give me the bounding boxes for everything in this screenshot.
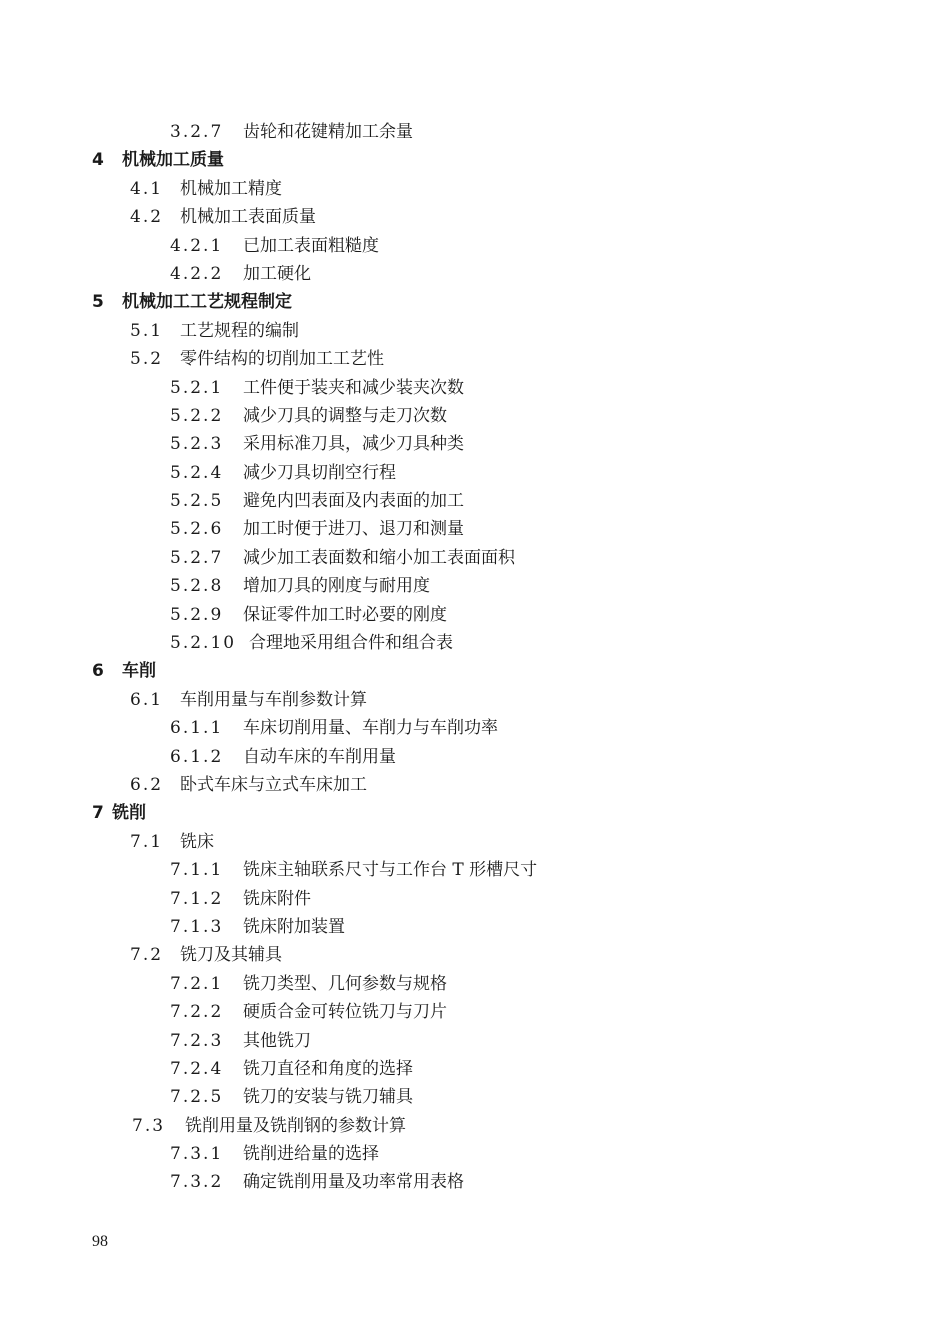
entry-title: 铣床附加装置 <box>243 916 345 937</box>
toc-entry <box>0 515 950 543</box>
toc-chapter <box>0 288 950 316</box>
entry-title: 其他铣刀 <box>243 1030 311 1051</box>
entry-title: 确定铣削用量及功率常用表格 <box>243 1172 464 1193</box>
entry-number: 5.2.10 <box>170 633 237 654</box>
toc-entry <box>0 714 950 742</box>
entry-number: 5.2.2 <box>170 405 224 426</box>
entry-number: 7.1.2 <box>170 888 224 909</box>
entry-title: 保证零件加工时必要的刚度 <box>243 604 447 625</box>
toc-entry <box>0 856 950 884</box>
section-title: 铣刀及其辅具 <box>180 945 282 966</box>
entry-title: 硬质合金可转位铣刀与刀片 <box>243 1002 447 1023</box>
entry-title: 工件便于装夹和减少装夹次数 <box>243 377 464 398</box>
toc-entry <box>0 743 950 771</box>
entry-number: 7.3.2 <box>170 1172 224 1193</box>
toc-chapter <box>0 657 950 685</box>
entry-number: 5.2.3 <box>170 434 224 455</box>
section-title: 机械加工表面质量 <box>180 207 316 228</box>
entry-number: 7.2.2 <box>170 1002 224 1023</box>
toc-section <box>0 203 950 231</box>
entry-title: 车床切削用量、车削力与车削功率 <box>243 718 498 739</box>
toc-chapter <box>0 799 950 827</box>
chapter-title: 铣削 <box>112 803 146 824</box>
entry-number: 5.2.7 <box>170 547 224 568</box>
entry-title: 增加刀具的刚度与耐用度 <box>243 576 430 597</box>
toc-entry <box>0 1027 950 1055</box>
entry-number: 7.2.1 <box>170 973 224 994</box>
entry-number: 7.1.3 <box>170 916 224 937</box>
entry-number: 5.2.6 <box>170 519 224 540</box>
entry-title: 减少加工表面数和缩小加工表面面积 <box>243 547 515 568</box>
section-number: 7.3 <box>132 1115 166 1136</box>
toc-entry <box>0 402 950 430</box>
toc-entry <box>0 1168 950 1196</box>
entry-number: 7.1.1 <box>170 860 224 881</box>
section-title: 卧式车床与立式车床加工 <box>180 774 367 795</box>
entry-title: 合理地采用组合件和组合表 <box>249 633 453 654</box>
toc-entry <box>0 885 950 913</box>
chapter-number: 6 <box>92 661 104 682</box>
section-title: 机械加工精度 <box>180 178 282 199</box>
entry-title: 加工硬化 <box>243 263 311 284</box>
entry-number: 7.2.5 <box>170 1087 224 1108</box>
toc-entry <box>0 970 950 998</box>
entry-title: 铣刀直径和角度的选择 <box>243 1058 413 1079</box>
toc-section <box>0 175 950 203</box>
toc-entry <box>0 430 950 458</box>
entry-number: 7.2.3 <box>170 1030 224 1051</box>
toc-entry <box>0 232 950 260</box>
toc-entry <box>0 459 950 487</box>
entry-title: 铣床主轴联系尺寸与工作台 T 形槽尺寸 <box>243 860 538 881</box>
section-title: 铣床 <box>180 831 214 852</box>
toc-entry <box>0 1055 950 1083</box>
toc-entry <box>0 572 950 600</box>
entry-title: 铣削进给量的选择 <box>243 1144 379 1165</box>
entry-title: 自动车床的车削用量 <box>243 746 396 767</box>
toc-entry <box>0 1083 950 1111</box>
toc-entry <box>0 1140 950 1168</box>
toc-entry <box>0 487 950 515</box>
chapter-number: 5 <box>92 292 104 313</box>
entry-number: 5.2.8 <box>170 576 224 597</box>
entry-title: 加工时便于进刀、退刀和测量 <box>243 519 464 540</box>
entry-title: 铣刀的安装与铣刀辅具 <box>243 1087 413 1108</box>
toc-section <box>0 317 950 345</box>
section-title: 铣削用量及铣削钢的参数计算 <box>185 1115 406 1136</box>
toc-entry <box>0 913 950 941</box>
entry-number: 5.2.1 <box>170 377 224 398</box>
entry-number: 5.2.4 <box>170 462 224 483</box>
toc-entry <box>0 374 950 402</box>
section-number: 7.1 <box>130 831 164 852</box>
toc-entry <box>0 260 950 288</box>
entry-number: 7.2.4 <box>170 1058 224 1079</box>
entry-number: 4.2.1 <box>170 235 224 256</box>
entry-title: 齿轮和花键精加工余量 <box>243 122 413 142</box>
section-number: 7.2 <box>130 945 164 966</box>
toc-entry <box>0 601 950 629</box>
entry-title: 铣刀类型、几何参数与规格 <box>243 973 447 994</box>
toc-entry <box>0 544 950 572</box>
toc-section <box>0 941 950 969</box>
toc-entry <box>0 629 950 657</box>
table-of-contents <box>0 118 950 1197</box>
toc-section <box>0 1112 950 1140</box>
toc-entry <box>0 118 950 146</box>
entry-number: 5.2.9 <box>170 604 224 625</box>
entry-title: 已加工表面粗糙度 <box>243 235 379 256</box>
section-title: 零件结构的切削加工工艺性 <box>180 349 384 370</box>
section-number: 6.2 <box>130 774 164 795</box>
chapter-title: 机械加工质量 <box>122 150 224 171</box>
entry-number: 5.2.5 <box>170 491 224 512</box>
chapter-number: 7 <box>92 803 104 824</box>
entry-number: 7.3.1 <box>170 1144 224 1165</box>
section-title: 车削用量与车削参数计算 <box>180 689 367 710</box>
chapter-number: 4 <box>92 150 104 171</box>
section-number: 4.2 <box>130 207 164 228</box>
page-number: 98 <box>92 1233 108 1250</box>
section-number: 4.1 <box>130 178 164 199</box>
toc-section <box>0 828 950 856</box>
entry-title: 减少刀具的调整与走刀次数 <box>243 405 447 426</box>
entry-number: 4.2.2 <box>170 263 224 284</box>
toc-section <box>0 771 950 799</box>
section-number: 5.1 <box>130 320 164 341</box>
entry-title: 铣床附件 <box>243 888 311 909</box>
toc-chapter <box>0 146 950 174</box>
toc-section <box>0 686 950 714</box>
entry-number: 3.2.7 <box>170 122 224 142</box>
entry-number: 6.1.2 <box>170 746 224 767</box>
section-title: 工艺规程的编制 <box>180 320 299 341</box>
entry-title: 避免内凹表面及内表面的加工 <box>243 491 464 512</box>
toc-entry <box>0 998 950 1026</box>
chapter-title: 车削 <box>122 661 156 682</box>
toc-section <box>0 345 950 373</box>
entry-title: 采用标准刀具，减少刀具种类 <box>243 434 464 455</box>
section-number: 5.2 <box>130 349 164 370</box>
section-number: 6.1 <box>130 689 164 710</box>
entry-title: 减少刀具切削空行程 <box>243 462 396 483</box>
chapter-title: 机械加工工艺规程制定 <box>122 292 292 313</box>
entry-number: 6.1.1 <box>170 718 224 739</box>
